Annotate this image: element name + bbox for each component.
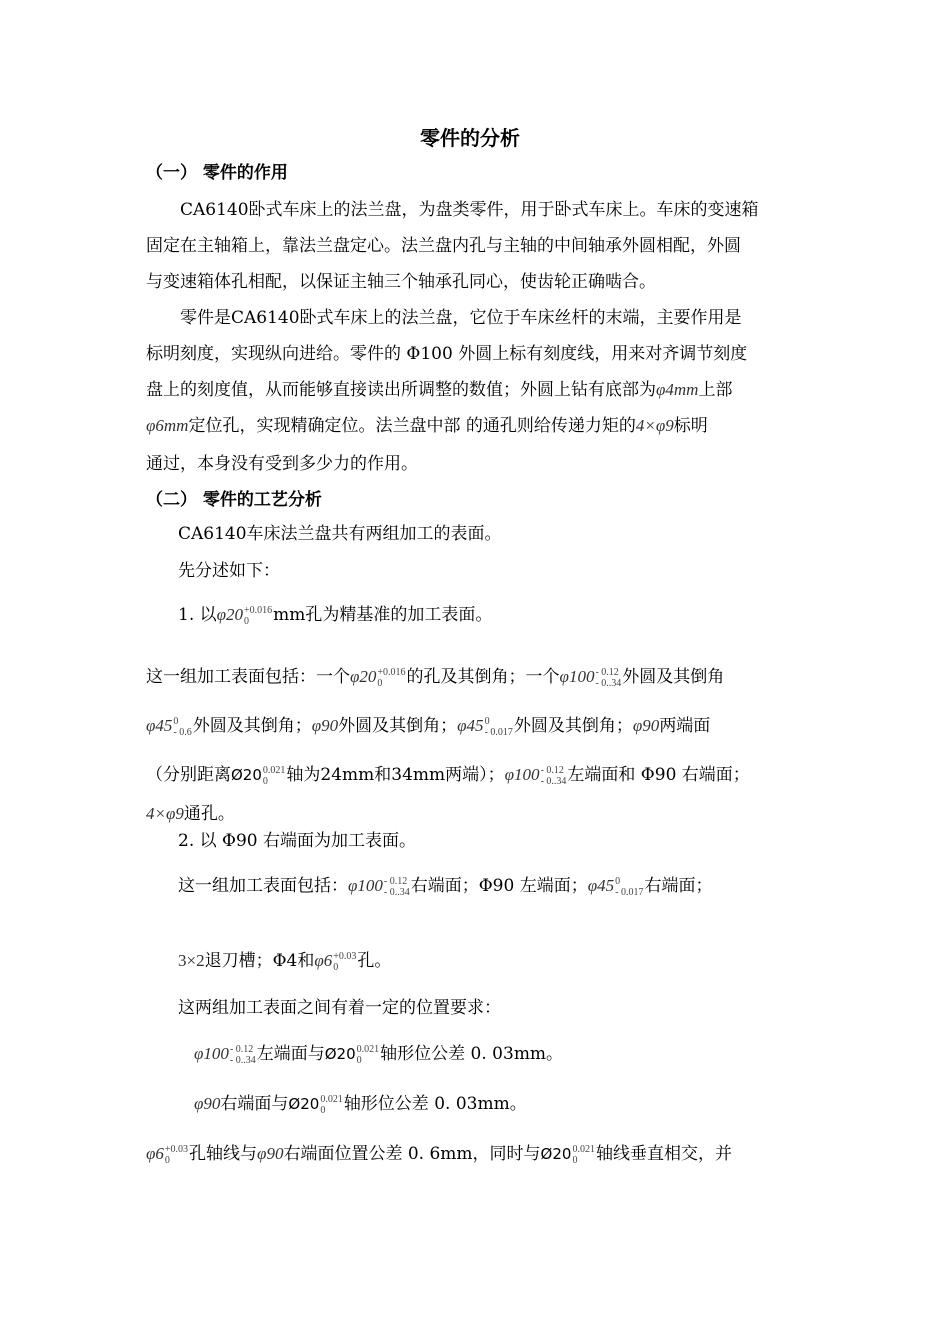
tolerance: +0.016 0: [244, 604, 273, 627]
paragraph-line: 固定在主轴箱上，靠法兰盘定心。法兰盘内孔与主轴的中间轴承外圆相配，外圆: [146, 236, 741, 256]
math-symbol: φ45: [146, 716, 173, 735]
text: 孔轴线与: [189, 1144, 258, 1164]
tolerance: +0.016 0: [377, 666, 406, 689]
paragraph-line: 零件是CA6140卧式车床上的法兰盘，它位于车床丝杆的末端，主要作用是: [180, 308, 742, 328]
math-symbol: φ6: [146, 1144, 164, 1163]
math-symbol: φ90: [311, 716, 339, 735]
tolerance: 0.021 0: [262, 764, 286, 787]
text: 右端面；: [410, 876, 479, 896]
paragraph-line: [146, 763, 750, 787]
math-symbol: Φ4: [272, 951, 298, 971]
paragraph-line: [146, 802, 235, 826]
text: 右端面与: [220, 1094, 289, 1114]
text: 1. 以: [178, 605, 217, 625]
text: 右端面；: [644, 876, 713, 896]
math-symbol: φ90: [194, 1094, 221, 1113]
text: 盘上的刻度值，从而能够直接读出所调整的数值；外圆上钻有底部为: [146, 380, 656, 400]
paragraph-line: [146, 1142, 732, 1166]
section-heading-2: （二） 零件的工艺分析: [146, 490, 322, 510]
math-symbol: φ6: [314, 951, 333, 970]
math-symbol: φ6mm: [146, 416, 189, 435]
text: 轴形位公差 0. 03mm。: [343, 1094, 527, 1114]
page-title: 零件的分析: [420, 126, 520, 150]
math-symbol: Ø20: [231, 766, 262, 784]
paragraph-line: [146, 665, 724, 689]
paragraph-line: 与变速箱体孔相配，以保证主轴三个轴承孔同心，使齿轮正确啮合。: [146, 272, 656, 292]
list-item-1: [178, 603, 492, 627]
tolerance: 0 - 0.017: [484, 715, 513, 738]
paragraph-line: 标明刻度，实现纵向进给。零件的 Φ100 外圆上标有刻度线，用来对齐调节刻度: [146, 344, 748, 364]
tolerance: - 0.12 - 0..34: [595, 666, 622, 689]
text: 定位孔，实现精确定位。法兰盘中部 的通孔则给传递力矩的: [188, 416, 636, 436]
text: 退刀槽；: [204, 951, 273, 971]
text: 外圆及其倒角；: [192, 716, 312, 736]
section-heading-1: （一） 零件的作用: [146, 163, 288, 183]
math-symbol: φ100: [194, 1044, 229, 1063]
text: 的孔及其倒角；一个: [406, 667, 560, 687]
text: 标明: [673, 416, 708, 436]
paragraph-line: [146, 414, 708, 438]
tolerance: - 0.12 - 0..34: [540, 764, 567, 787]
text: 通孔。: [183, 804, 235, 824]
text: 轴为24mm和34mm两端）；: [286, 765, 505, 785]
paragraph-line: [146, 714, 710, 738]
text: 外圆及其倒角；: [338, 716, 458, 736]
math-symbol: φ20: [350, 667, 377, 686]
tolerance: - 0.12 - 0..34: [383, 875, 410, 898]
math-symbol: 4×φ9: [635, 416, 674, 435]
text: 左端面和 Φ90 右端面；: [567, 765, 750, 785]
text: 上部: [698, 380, 733, 400]
text: 两端面: [659, 716, 711, 736]
math-symbol: φ100: [348, 876, 383, 895]
math-symbol: 3×2: [178, 951, 205, 970]
paragraph-line: [178, 949, 391, 973]
tolerance: 0 - 0.6: [173, 715, 192, 738]
math-symbol: 4×φ9: [146, 804, 184, 823]
paragraph-line: CA6140车床法兰盘共有两组加工的表面。: [178, 524, 502, 544]
math-symbol: φ90: [632, 716, 660, 735]
paragraph-line: [194, 1042, 563, 1066]
math-symbol: φ4mm: [656, 380, 699, 399]
text: 轴线垂直相交，并: [595, 1144, 732, 1164]
text: 孔。: [357, 951, 392, 971]
math-symbol: φ45: [457, 716, 484, 735]
tolerance: +0.03 0: [164, 1143, 189, 1166]
text: 这一组加工表面包括：: [178, 876, 348, 896]
text: 轴形位公差 0. 03mm。: [380, 1044, 564, 1064]
paragraph-line: [178, 874, 712, 898]
math-symbol: φ100: [559, 667, 595, 686]
text: 外圆及其倒角；: [513, 716, 633, 736]
paragraph-line: [146, 378, 732, 402]
text: mm孔为精基准的加工表面。: [273, 605, 493, 625]
tolerance: +0.03 0: [333, 950, 357, 973]
math-symbol: φ90: [257, 1144, 284, 1163]
text: 右端面位置公差 0. 6mm，同时与: [283, 1144, 541, 1164]
paragraph-line: [194, 1092, 527, 1116]
tolerance: 0.021 0: [356, 1043, 380, 1066]
paragraph-line: CA6140卧式车床上的法兰盘，为盘类零件，用于卧式车床上。车床的变速箱: [180, 200, 759, 220]
paragraph-line: 通过，本身没有受到多少力的作用。: [146, 454, 418, 474]
text: （分别距离: [146, 765, 231, 785]
text: 和: [297, 951, 315, 971]
math-symbol: Ø20: [324, 1045, 356, 1063]
tolerance: 0.021 0: [572, 1143, 595, 1166]
paragraph-line: 这两组加工表面之间有着一定的位置要求：: [178, 998, 501, 1018]
text: 外圆及其倒角: [622, 667, 725, 687]
math-symbol: φ100: [504, 765, 540, 784]
text: 这一组加工表面包括：一个: [146, 667, 350, 687]
math-symbol: φ45: [587, 876, 615, 895]
math-symbol: φ20: [216, 605, 244, 624]
math-symbol: Ø20: [288, 1095, 320, 1113]
tolerance: 0.021 0: [320, 1093, 343, 1116]
paragraph-line: 先分述如下：: [178, 561, 280, 581]
tolerance: 0 - 0.017: [615, 875, 644, 898]
tolerance: - 0.12 - 0..34: [229, 1043, 256, 1066]
math-symbol: Ø20: [540, 1145, 572, 1163]
list-item-2: 2. 以 Φ90 右端面为加工表面。: [178, 831, 416, 851]
text: 左端面与: [256, 1044, 325, 1064]
text: Φ90 左端面；: [478, 876, 588, 896]
